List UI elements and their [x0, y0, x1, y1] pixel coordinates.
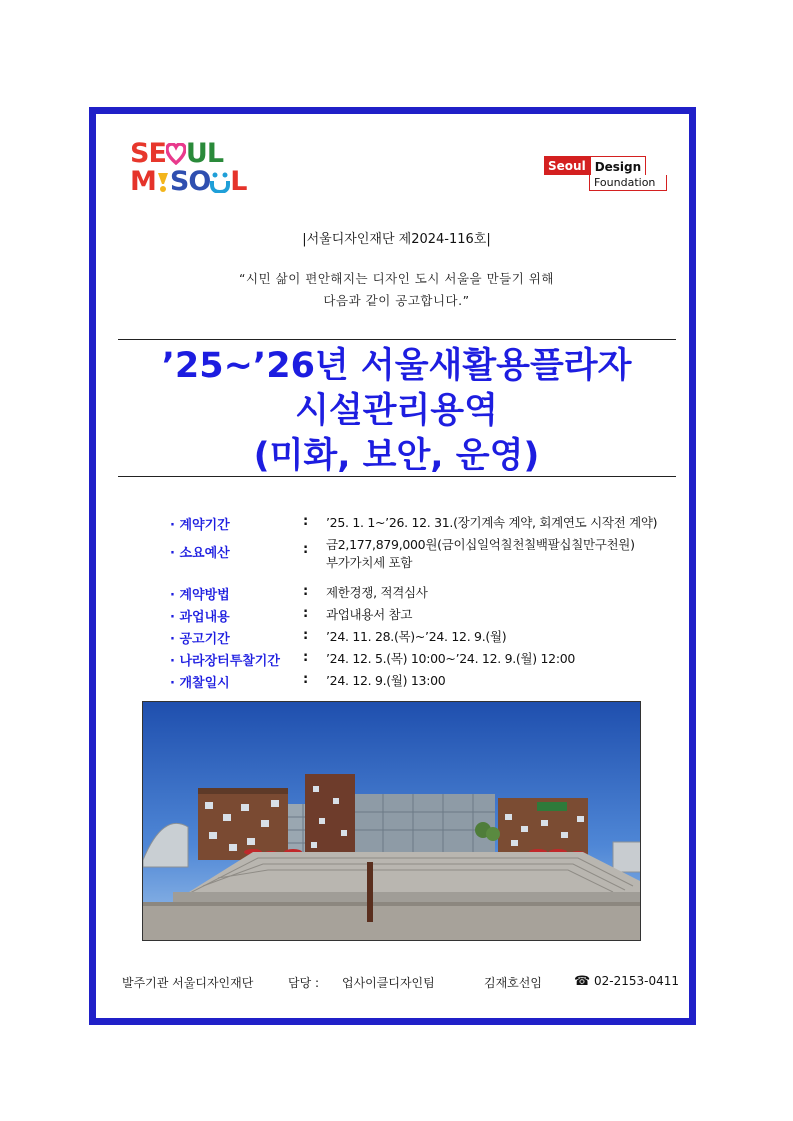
- seoul-my-soul-logo: [130, 138, 247, 200]
- heart-icon: [166, 143, 186, 165]
- info-colon: :: [303, 542, 309, 557]
- seoul-design-foundation-logo: [544, 156, 669, 192]
- info-value: ’25. 1. 1~’26. 12. 31.(장기계속 계약, 회계연도 시작전 계약): [326, 515, 658, 530]
- title-bottom-rule: [118, 476, 676, 477]
- exclamation-icon: [156, 171, 170, 193]
- info-colon: :: [303, 628, 309, 643]
- info-label: · 과업내용: [170, 610, 230, 625]
- info-value-line: 부가가치세 포함: [326, 555, 413, 570]
- info-colon: :: [303, 650, 309, 665]
- smile-icon: [210, 171, 230, 193]
- info-row: [170, 584, 690, 606]
- footer-org: 발주기관 서울디자인재단: [122, 976, 254, 990]
- logo-design-text: Design: [590, 156, 647, 175]
- building-illustration: [143, 702, 641, 941]
- building-photo: [142, 701, 641, 941]
- info-colon: :: [303, 514, 309, 529]
- info-label: · 공고기간: [170, 632, 230, 647]
- notice-number: |서울디자인재단 제2024-116호|: [302, 232, 491, 247]
- footer-team: 업사이클디자인팀: [342, 976, 435, 990]
- info-colon: :: [303, 672, 309, 687]
- logo-text: SE: [130, 138, 166, 169]
- logo-text: UL: [185, 138, 224, 169]
- info-label: · 소요예산: [170, 546, 230, 561]
- info-value-line: 금2,177,879,000원(금이십일억칠천칠백팔십칠만구천원): [326, 537, 635, 552]
- logo-text: L: [230, 166, 247, 197]
- info-row: [170, 514, 690, 536]
- page-title: [0, 344, 793, 479]
- footer-contact-label: 담당 :: [288, 976, 320, 990]
- info-row: [170, 606, 690, 628]
- phone-icon: ☎: [574, 974, 591, 989]
- info-colon: :: [303, 606, 309, 621]
- logo-text: SO: [169, 166, 211, 197]
- title-top-rule: [118, 339, 676, 340]
- info-label: · 나라장터투찰기간: [170, 654, 280, 669]
- info-row: [170, 536, 690, 584]
- info-row: [170, 628, 690, 650]
- info-colon: :: [303, 584, 309, 599]
- info-value: ’24. 11. 28.(목)~’24. 12. 9.(월): [326, 629, 507, 644]
- title-line: (미화, 보안, 운영): [253, 436, 540, 476]
- info-value: ’24. 12. 9.(월) 13:00: [326, 673, 446, 688]
- slogan: [0, 268, 793, 312]
- logo-seoul-text: Seoul: [544, 156, 590, 175]
- slogan-line: “시민 삶이 편안해지는 디자인 도시 서울을 만들기 위해: [239, 271, 554, 286]
- info-row: [170, 672, 690, 694]
- info-label: · 계약방법: [170, 588, 230, 603]
- title-line: 시설관리용역: [295, 391, 498, 431]
- info-value: [326, 536, 635, 572]
- info-value: ’24. 12. 5.(목) 10:00~’24. 12. 9.(월) 12:00: [326, 651, 576, 666]
- contract-info-list: [170, 514, 690, 694]
- footer-person: 김재호선임: [484, 976, 542, 990]
- info-value: 과업내용서 참고: [326, 607, 413, 622]
- info-value: 제한경쟁, 적격심사: [326, 585, 428, 600]
- logo-foundation-text: Foundation: [589, 175, 667, 191]
- slogan-line: 다음과 같이 공고합니다.”: [323, 293, 470, 308]
- footer-phone: 02-2153-0411: [594, 974, 680, 988]
- info-label: · 개찰일시: [170, 676, 230, 691]
- info-label: · 계약기간: [170, 518, 230, 533]
- logo-text: M: [130, 166, 156, 197]
- title-line: ’25~’26년 서울새활용플라자: [161, 346, 632, 386]
- info-row: [170, 650, 690, 672]
